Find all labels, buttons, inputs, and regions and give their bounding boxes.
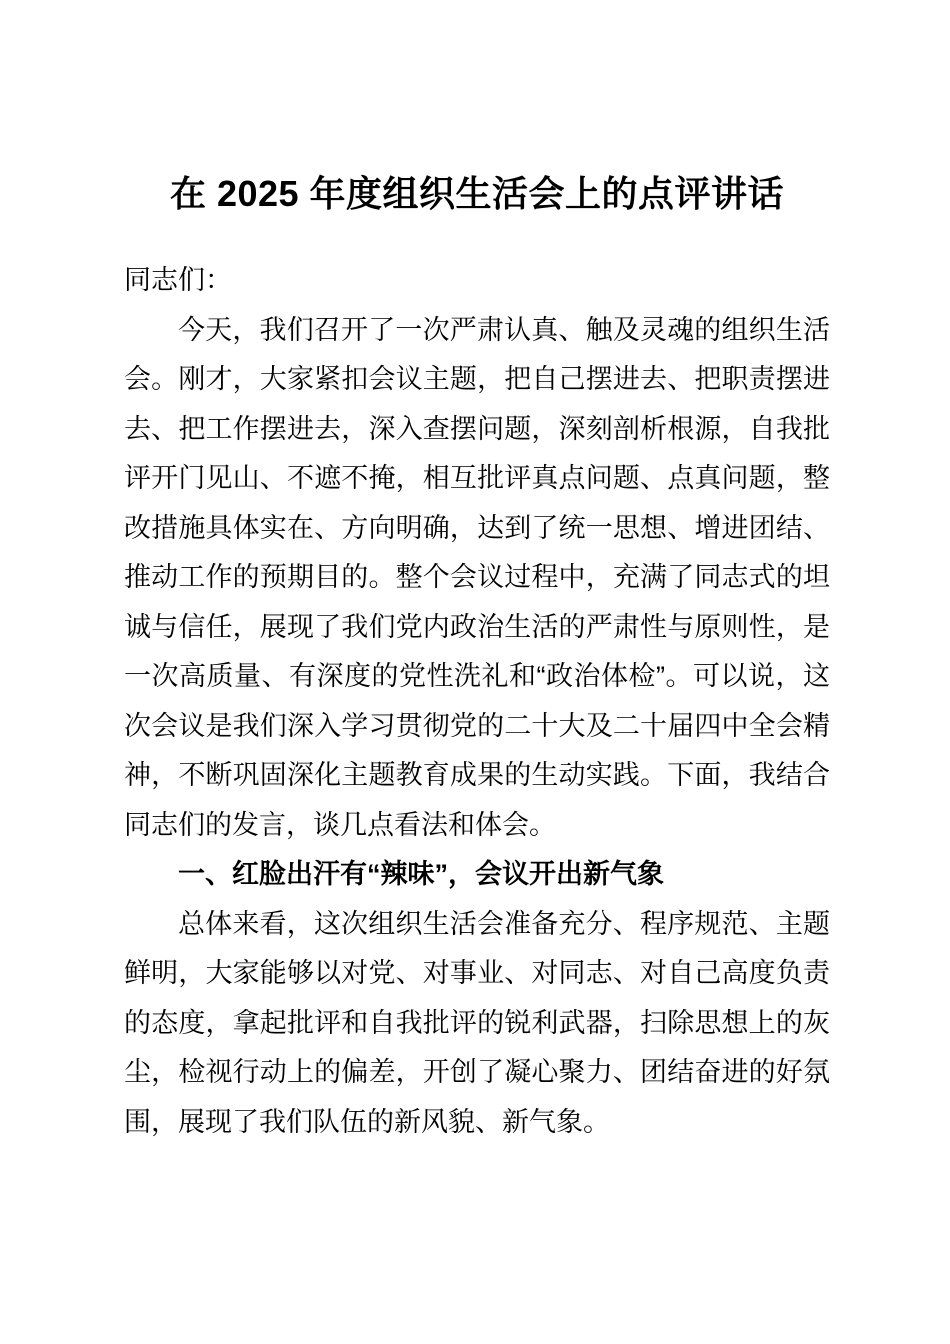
section-heading-1: 一、红脸出汗有“辣味”，会议开出新气象 (178, 859, 664, 889)
document-title: 在 2025 年度组织生活会上的点评讲话 (169, 173, 785, 214)
document-content (0, 166, 950, 1147)
salutation: 同志们： (124, 265, 232, 295)
paragraph-opening: 今天，我们召开了一次严肃认真、触及灵魂的组织生活会。刚才，大家紧扣会议主题，把自己摆进去、把职责摆进去、把工作摆进去，深入查摆问题，深刻剖析根源，自我批评开门见山、不遮不掩，相互批评真点问题、点真问题，整改措施具体实在、方向明确，达到了统一思想、增进团结、推动工作的预期目的。整个会议过程中，充满了同志式的坦诚与信任，展现了我们党内政治生活的严肃性与原则性，是一次高质量、有深度的党性洗礼和“政治体检”。可以说，这次会议是我们深入学习贯彻党的二十大及二十届四中全会精神，不断巩固深化主题教育成果的生动实践。下面，我结合同志们的发言，谈几点看法和体会。 (124, 314, 830, 840)
paragraph-section-1-body: 总体来看，这次组织生活会准备充分、程序规范、主题鲜明，大家能够以对党、对事业、对同志、对自己高度负责的态度，拿起批评和自我批评的锐利武器，扫除思想上的灰尘，检视行动上的偏差，开创了凝心聚力、团结奋进的好氛围，展现了我们队伍的新风貌、新气象。 (124, 908, 830, 1137)
